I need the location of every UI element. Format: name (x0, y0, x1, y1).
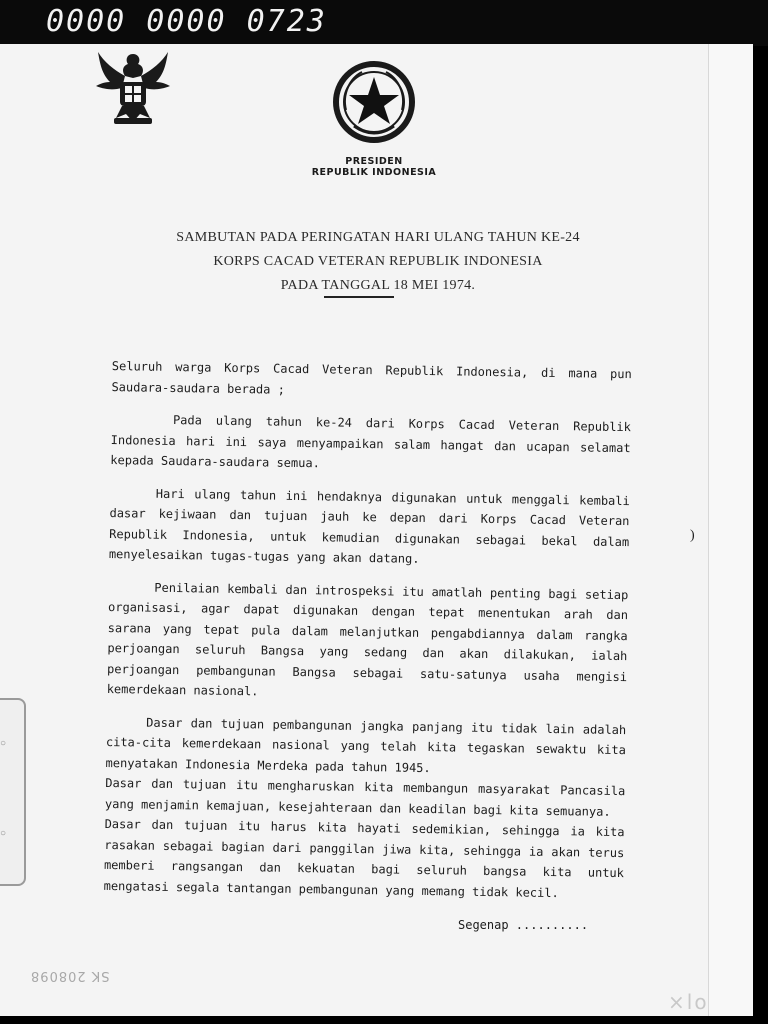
speech-body (104, 356, 632, 904)
letterhead (290, 156, 458, 178)
paragraph-2: Pada ulang tahun ke-24 dari Korps Cacad Veteran Republik Indonesia hari ini saya menyampaikan salam hangat dan ucapan selamat kepada Saudara-saudara semua. (110, 412, 632, 471)
frame-number: 0000 0000 0723 (46, 4, 327, 39)
title-line-3: PADA TANGGAL 18 MEI 1974. (280, 278, 476, 293)
garuda-emblem-icon (92, 48, 174, 128)
title-line-2: KORPS CACAD VETERAN REPUBLIK INDONESIA (213, 254, 543, 269)
speech-title (168, 226, 588, 298)
punch-hole-icon: ○ (0, 738, 7, 749)
archive-stamp: SK 208098 (30, 968, 110, 983)
closing-continuation: Segenap .......... (458, 918, 589, 932)
margin-mark: ) (690, 528, 695, 543)
paragraph-5: Dasar dan tujuan pembangunan jangka panjang itu tidak lain adalah cita-cita kemerdekaan nasional yang telah kita tegaskan sewaktu kita menyatakan Indonesia Merdeka pada tahun 1945. (105, 715, 627, 775)
page-fold-edge (708, 44, 753, 1016)
paragraph-salutation: Seluruh warga Korps Cacad Veteran Republik Indonesia, di mana pun Saudara-saudara berada ; (111, 358, 632, 397)
paragraph-4: Penilaian kembali dan introspeksi itu amatlah penting bagi setiap organisasi, agar dapat digunakan dengan tepat menentukan arah dan sarana yang tepat pula dalam melanjutkan pengabdiannya dalam rangka perjoangan seluruh Bangsa yang sedang dan akan dilakukan, ialah perjoangan pembangunan Bangsa sebagai satu-satunya usaha mengisi kemerdekaan nasional. (106, 580, 629, 699)
punch-hole-icon: ○ (0, 828, 7, 839)
letterhead-line-1: PRESIDEN (345, 156, 403, 167)
title-divider (324, 296, 394, 298)
paragraph-6: Dasar dan tujuan itu mengharuskan kita membangun masyarakat Pancasila yang menjamin kemajuan, kesejahteraan dan keadilan bagi kita semuanya. (104, 775, 626, 819)
microfilm-frame-bar (0, 0, 768, 46)
binder-tab (0, 698, 26, 886)
title-line-1: SAMBUTAN PADA PERINGATAN HARI ULANG TAHUN KE-24 (176, 230, 580, 245)
letterhead-line-2: REPUBLIK INDONESIA (311, 167, 437, 178)
corner-mark: ×lo (668, 990, 709, 1014)
presidential-seal-icon (332, 60, 416, 144)
paragraph-7: Dasar dan tujuan itu harus kita hayati sedemikian, sehingga ia kita rasakan sebagai bagian dari panggilan jiwa kita, sehingga ia akan terus memberi rangsangan dan kekuatan bagi seluruh bangsa kita untuk mengatasi segala tantangan pembangunan yang memang tidak kecil. (103, 816, 625, 900)
paragraph-3: Hari ulang tahun ini hendaknya digunakan untuk menggali kembali dasar kejiwaan dan tujuan jauh ke depan dari Korps Cacad Veteran Republik Indonesia, untuk kemudian digunakan sebagai bekal dalam menyelesaikan tugas-tugas yang akan datang. (108, 486, 630, 566)
